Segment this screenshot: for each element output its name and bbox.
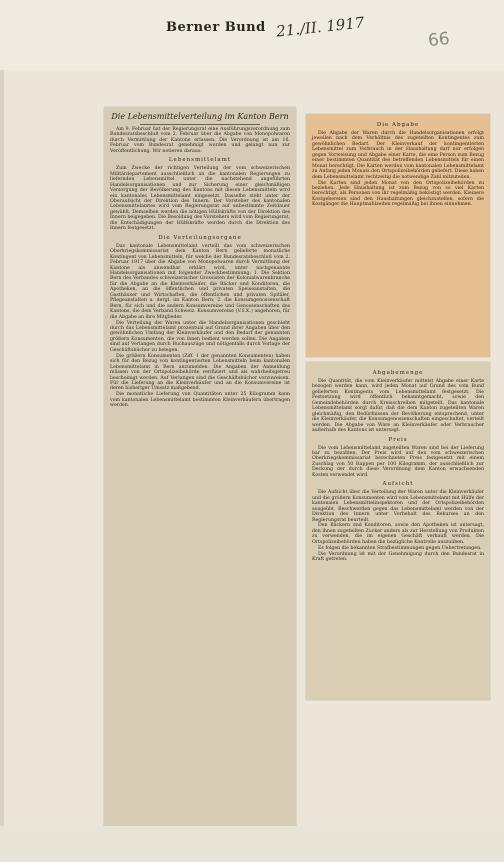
page-bottom-margin bbox=[0, 826, 504, 862]
section-paragraph: Zum Zwecke der richtigen Verteilung der vom schweizerischen Militärdepartement ausschließlich an die kantonalen Regierungen zu liefernden Lebensmittel unter die nachstehend angeführten Handelsorganisationen und zur Sicherung einer gleichmäßigen Versorgung der Bevölkerung des Kantons mit diesen Lebensmitteln wird ein kantonales Lebensmittelamt eingesetzt. Dasselbe steht unter der Oberaufsicht der Direktion des Innern. Der Vorsteher des kantonalen Lebensmittelamtes wird vom Regierungsrat auf unbestimmte Zeitdauer gewählt. Demselben werden die nötigen Hülfskräfte von der Direktion des Innern beigegeben. Die Besoldung des Vorstehers wird vom Regierungsrat, die Entschädigungen der Hülfskräfte werden durch die Direktion des Innern festgesetzt. bbox=[110, 166, 291, 232]
clipping-left-column bbox=[104, 107, 296, 827]
section-heading-preis: Preis bbox=[388, 436, 408, 443]
title-rule bbox=[140, 124, 260, 125]
section-paragraph: Die Verordnung ist mit der Genehmigung durch den Bundesrat in Kraft getreten. bbox=[312, 551, 484, 563]
handwritten-archive-number: 66 bbox=[427, 28, 451, 52]
clipping-right-bottom bbox=[306, 362, 490, 700]
clipping-right-top bbox=[306, 114, 490, 357]
section-paragraph: Es folgen die bekannten Strafbestimmungen gegen Uebertretungen. bbox=[318, 545, 482, 551]
section-paragraph: Die vom Lebensmittelamt zugeteilten Waren sind bei der Lieferung bar zu bezahlen. Der Preis wird auf den vom schweizerischen Oberkriegskommissariat berechneten Preis festgesetzt mit einem Zuschlag von 50 Rappen per 100 Kilogramm, der ausschließlich zur Deckung der durch diese Verordnung dem Kanton erwachsenden Kosten verwendet wird. bbox=[312, 445, 484, 478]
newspaper-masthead: Berner Bund bbox=[166, 20, 266, 35]
section-paragraph: Die größern Konsumenten (Ziff. 1 der genannten Konsumenten) haben sich für den Bezug von kontingentierten Lebensmitteln beim kantonalen Lebensmittelamt in Bern anzumelden. Die Angaben der Anmeldung müssen von der Ortspolizeibehörde verifiziert und als wahrheitsgetreu bescheinigt werden. Auf Verlangen sind die Geschäftsbücher vorzuweisen. Für die Lieferung an die Kleinverkäufer und an die Konsumvereine ist deren bisheriger Umsatz maßgebend. bbox=[110, 353, 290, 392]
section-paragraph: Den Bäckern und Konditoren, sowie den Apotheken ist untersagt, den ihnen zugeteilten Zucker anders als zur Herstellung von Produkten zu verwenden, die im eigenen Geschäft verkauft werden. Die Ortspolizeibehörden haben die bezügliche Kontrolle auszuüben. bbox=[312, 523, 484, 545]
section-paragraph: Die Verteilung der Waren unter die Handelsorganisationen geschieht durch das Lebensmittelamt prozentual auf Grund ihrer Angaben über den gewöhnlichen Umfang der Kleinverkäufer und den Bedarf der genannten größern Konsumenten, die von ihnen bedient werden sollen. Die Angaben sind auf Verlangen durch Buchauszüge und nötigenfalls durch Vorlage der Geschäftsbücher zu belegen. bbox=[110, 320, 290, 353]
article-intro: Am 9. Februar hat der Regierungsrat eine Ausführungsverordnung zum Bundesratsbeschluß vom 2. Februar über die Abgabe von Monopolwaren durch Vermittlung der Kantone erlassen. Die Verordnung ist am 16. Februar vom Bundesrat genehmigt worden und gelangt nun zur Veröffentlichung. Wir notieren daraus: bbox=[110, 127, 290, 154]
section-paragraph: Die Abgabe der Waren durch die Handelsorganisationen erfolgt jeweilen nach dem Verhältnis des zugeteilten Kontingentes zum gewöhnlichen Bedarf. Der Kleinverkauf der kontingentierten Lebensmittel zum Verbrauch in der Haushaltung darf nur erfolgen gegen Vorweisung und Abgabe einer Karte, die eine Person zum Bezug einer bestimmten Quantität des betreffenden Lebensmittels für einen Monat berechtigt. Die Karten werden vom kantonalen Lebensmittelamt zu Anfang jeden Monats den Ortspolizeibehörden geliefert. Diese haben dem Lebensmittelamt rechtzeitig die notwendige Zahl mitzuteilen. bbox=[312, 131, 484, 180]
page-edge bbox=[0, 0, 4, 862]
section-paragraph: Das kantonale Lebensmittelamt verteilt das vom schweizerischen Oberkriegskommissariat dem Kanton Bern gelieferte monatliche Kontingent von Lebensmitteln, für welche der Bundesratsbeschluß vom 2. Februar 1917 über die Abgabe von Monopolwaren durch Vermittlung der Kantone als anwendbar erklärt wird, unter nachgenannte Handelsorganisationen mit folgender Zweckbestimmung: 1. Die Sektion Bern des Verbandes schweizerischer Grossisten der Kolonialwarenbranche für die Abgabe an die Kleinverkäufer, die Bäcker und Konditoren, die Apotheken, an die öffentlichen und privaten Speiseanstalten, die Gasthäuser und Wirtschaften, die öffentlichen und privaten Spitäler, Pflegeanstalten u. dergl. im Kanton Bern; 2. die Konsumgenossenschaft Bern, für sich und die andern Konsumvereine und Genossenschaften des Kantons, die dem Verband Schweiz. Konsumvereine (V.S.K.) angehören, für die Abgabe an ihre Mitglieder. bbox=[110, 243, 290, 320]
section-heading-abgabemenge: Abgabemenge bbox=[372, 370, 424, 376]
article-title: Die Lebensmittelverteilung im Kanton Bern bbox=[111, 112, 289, 121]
section-paragraph: Die Aufsicht über die Verteilung der Waren unter die Kleinverkäufer und die größern Konsumenten wird vom Lebensmittelamt mit Hülfe der kantonalen Lebensmittelinspektoren und der Ortspolizeibehörden ausgeübt. Beschwerden gegen das Lebensmittelamt werden von der Direktion des Innern unter Vorbehalt des Rekurses an den Regierungsrat beurteilt. bbox=[312, 490, 484, 523]
section-heading-aufsicht: Aufsicht bbox=[382, 481, 414, 488]
section-paragraph: Die Quantität, die vom Kleinverkäufer mittelst Abgabe einer Karte bezogen werden kann, wird jeden Monat auf Grund des vom Bund gelieferten Kontingents vom Lebensmittelamt festgesetzt. Die Festsetzung wird öffentlich bekanntgemacht, sowie den Gemeindebehörden durch Kreisschreiben mitgeteilt. Das kantonale Lebensmittelamt sorgt dafür, daß die dem Kanton zugeteilten Waren gleichmäßig, den Bedürfnissen der Bevölkerung entsprechend, unter die Kleinverkäufer, die Konsumgenossenschaften eingeschaltet, verteilt werden. Die Abgabe von Ware an Kleinverkäufer oder Verbraucher außerhalb des Kantons ist untersagt. bbox=[312, 379, 484, 434]
handwritten-date: 21./II. 1917 bbox=[275, 13, 366, 41]
section-heading-verteilungsorgane: Die Verteilungsorgane bbox=[158, 234, 242, 241]
section-heading-abgabe: Die Abgabe bbox=[376, 122, 420, 128]
section-paragraph: Die Karten sind jeden Monat von den Ortspolizeibehörden zu beziehen. Jede Haushaltung ist zum Bezug von so viel Karten berechtigt, als Personen von ihr regelmäßig beköstigt werden. Kleinere Kostgebereien sind den Haushaltungen gleichzustellen, sofern die Kostgänger die Hauptmahlzeiten regelmäßig bei ihnen einnehmen. bbox=[312, 180, 484, 208]
section-heading-lebensmittelamt: Lebensmittelamt bbox=[168, 157, 232, 164]
section-paragraph: Die monatliche Lieferung von Quantitäten unter 25 Kilogramm kann vom kantonalen Lebensmittelamt bestimmten Kleinverkäufern übertragen werden. bbox=[110, 392, 290, 409]
